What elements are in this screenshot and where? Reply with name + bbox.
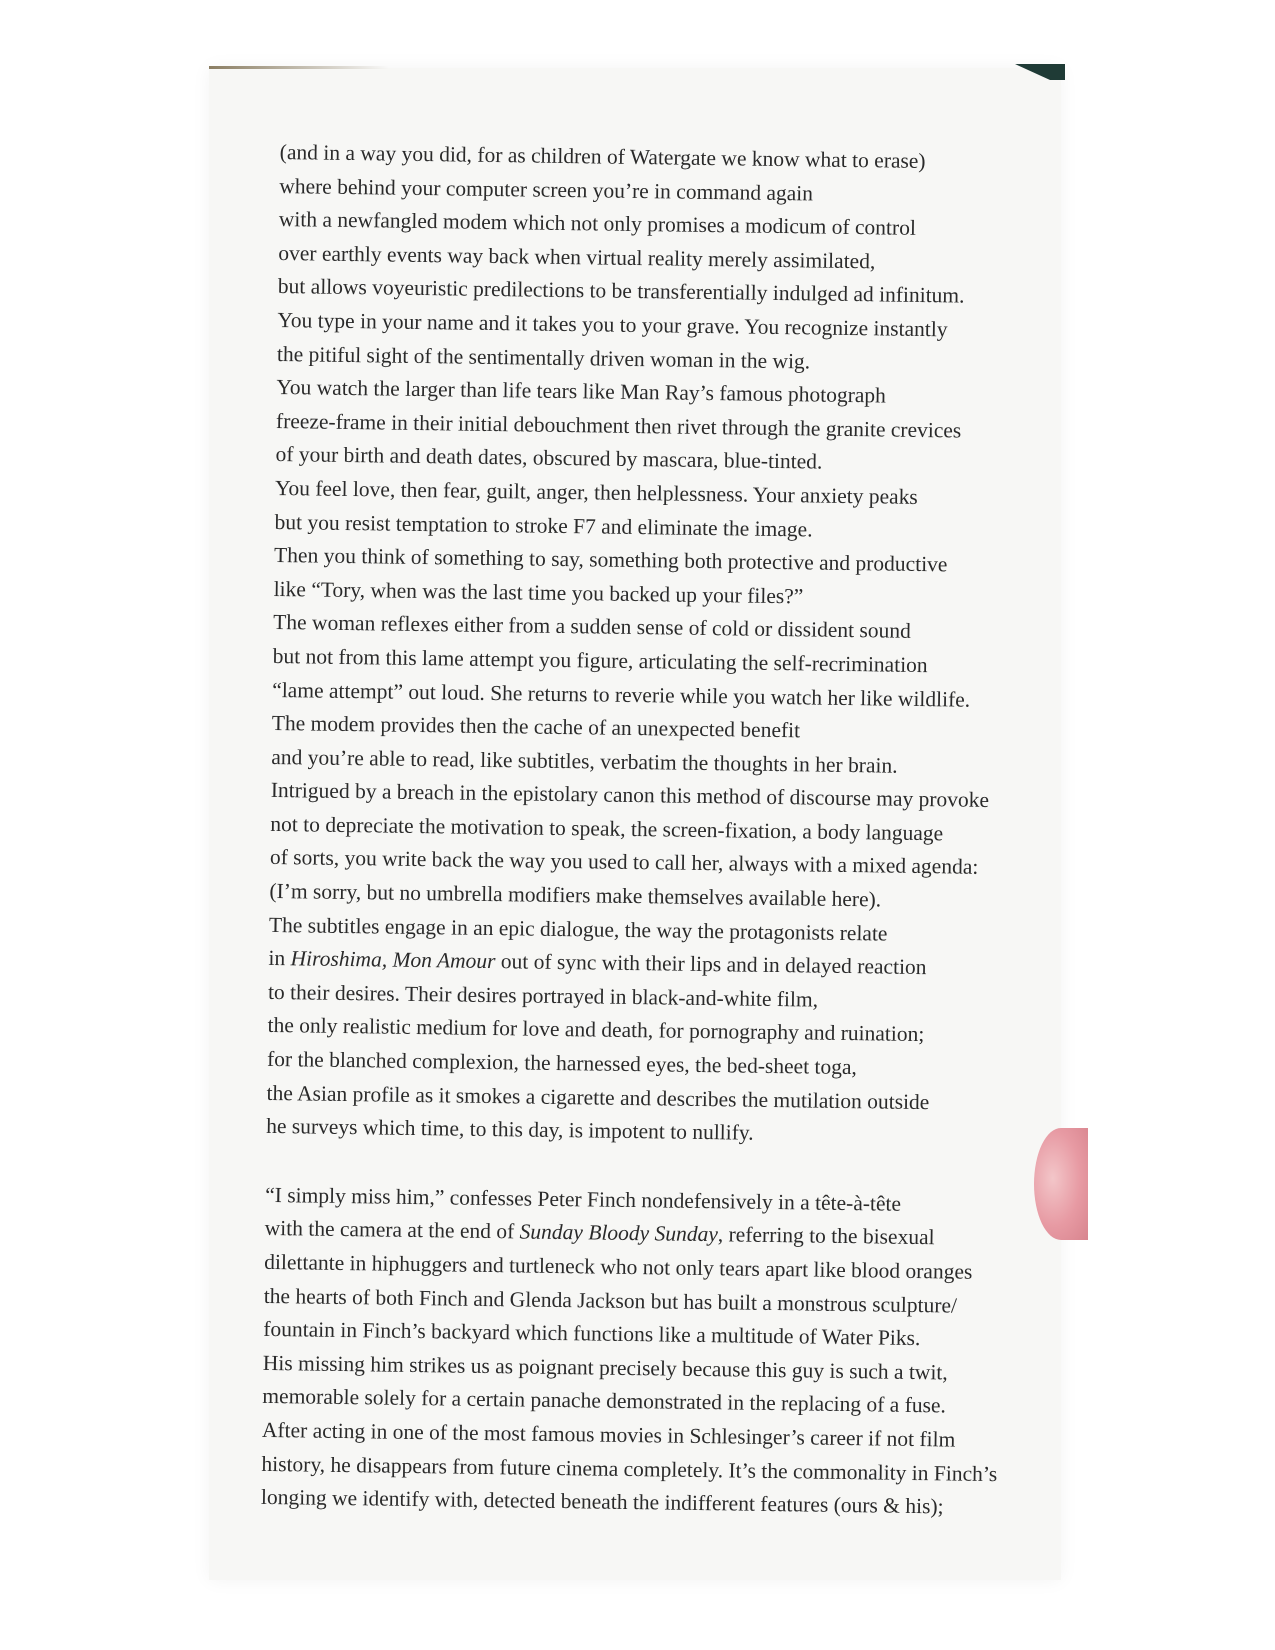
- text-line: he surveys which time, to this day, is impotent to nullify.: [266, 1114, 754, 1145]
- text-line: freeze-frame in their initial debouchment then rivet through the granite crevices: [275, 408, 962, 443]
- page-top-edge: [209, 66, 389, 69]
- text-line: and you’re able to read, like subtitles, verbatim the thoughts in her brain.: [271, 744, 898, 778]
- thumb-holding-page: [1034, 1128, 1088, 1240]
- text-line: of sorts, you write back the way you used to call her, always with a mixed agenda:: [269, 845, 979, 880]
- text-line: dilettante in hiphuggers and turtleneck who not only tears apart like blood oranges: [264, 1249, 973, 1284]
- line-prefix: in: [268, 946, 291, 971]
- text-line: of your birth and death dates, obscured by mascara, blue-tinted.: [275, 442, 823, 474]
- poem-text: [261, 136, 1040, 1525]
- line-suffix: out of sync with their lips and in delayed reaction: [495, 949, 927, 980]
- text-line: but not from this lame attempt you figure, articulating the self-recrimination: [272, 643, 928, 677]
- text-line: history, he disappears from future cinema completely. It’s the commonality in Finch’s: [261, 1451, 998, 1486]
- text-line: The woman reflexes either from a sudden sense of cold or dissident sound: [273, 610, 911, 644]
- text-line: for the blanched complexion, the harnessed eyes, the bed-sheet toga,: [266, 1046, 858, 1080]
- text-line: to their desires. Their desires portrayed in black-and-white film,: [267, 979, 819, 1012]
- text-line: over earthly events way back when virtual reality merely assimilated,: [278, 240, 876, 274]
- text-line: longing we identify with, detected beneath the indifferent features (ours & his);: [260, 1485, 944, 1519]
- film-title-hiroshima: Hiroshima, Mon Amour: [290, 946, 496, 974]
- text-line: the only realistic medium for love and death, for pornography and ruination;: [267, 1013, 925, 1047]
- text-line: His missing him strikes us as poignant precisely because this guy is such a twit,: [262, 1350, 948, 1385]
- text-line: (I’m sorry, but no umbrella modifiers make themselves available here).: [269, 878, 882, 912]
- text-line: but allows voyeuristic predilections to be transferentially indulged ad infinitum.: [277, 274, 965, 308]
- text-line: Intrigued by a breach in the epistolary canon this method of discourse may provoke: [270, 778, 990, 813]
- text-line: the pitiful sight of the sentimentally driven woman in the wig.: [276, 341, 811, 373]
- text-line: memorable solely for a certain panache demonstrated in the replacing of a fuse.: [262, 1384, 947, 1418]
- text-line: with a newfangled modem which not only promises a modicum of control: [278, 207, 917, 241]
- text-line: “I simply miss him,” confesses Peter Finch nondefensively in a tête-à-tête: [265, 1182, 902, 1216]
- text-line: like “Tory, when was the last time you backed up your files?”: [273, 576, 804, 609]
- text-line: You watch the larger than life tears like Man Ray’s famous photograph: [276, 375, 887, 408]
- text-line: the Asian profile as it smokes a cigarette and describes the mutilation outside: [266, 1080, 930, 1114]
- text-line: Then you think of something to say, something both protective and productive: [273, 543, 948, 577]
- text-line: (and in a way you did, for as children of Watergate we know what to erase): [279, 139, 926, 174]
- text-line: not to depreciate the motivation to speak, the screen-fixation, a body language: [270, 811, 944, 846]
- film-title-sunday: Sunday Bloody Sunday: [519, 1219, 719, 1247]
- text-line: The subtitles engage in an epic dialogue, the way the protagonists relate: [268, 912, 888, 946]
- text-line: the hearts of both Finch and Glenda Jackson but has built a monstrous sculpture/: [263, 1283, 958, 1318]
- text-line: where behind your computer screen you’re in command again: [279, 173, 814, 206]
- text-line: You feel love, then fear, guilt, anger, then helplessness. Your anxiety peaks: [274, 475, 918, 509]
- text-line: You type in your name and it takes you to your grave. You recognize instantly: [277, 307, 948, 342]
- text-line: “lame attempt” out loud. She returns to reverie while you watch her like wildlife.: [272, 677, 971, 712]
- text-line: The modem provides then the cache of an unexpected benefit: [271, 711, 801, 743]
- text-line: fountain in Finch’s backyard which functions like a multitude of Water Piks.: [263, 1317, 921, 1351]
- text-line: but you resist temptation to stroke F7 and eliminate the image.: [274, 509, 813, 542]
- text-line: After acting in one of the most famous movies in Schlesinger’s career if not film: [261, 1417, 956, 1452]
- line-suffix: , referring to the bisexual: [717, 1222, 935, 1250]
- line-prefix: with the camera at the end of: [264, 1216, 520, 1244]
